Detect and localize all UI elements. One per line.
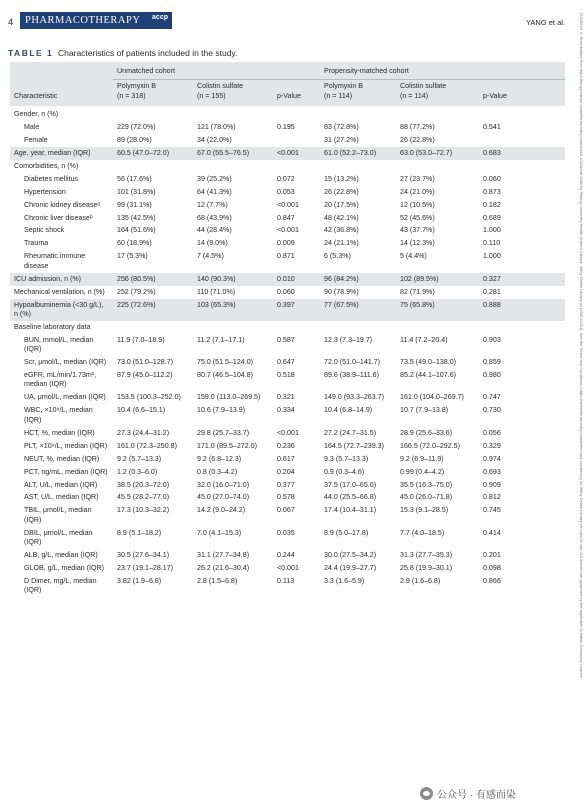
table-title: Characteristics of patients included in the study. — [58, 48, 238, 58]
row-label: BUN, mmol/L, median (IQR) — [24, 335, 94, 354]
table-cell: 27 (23.7%) — [400, 174, 435, 183]
table-cell: 8.9 (5.1–18.2) — [117, 528, 162, 537]
table-cell: 3.82 (1.9–6.8) — [117, 576, 162, 585]
table-cell: 31 (27.2%) — [324, 135, 359, 144]
table-cell: 161.0 (104.0–269.7) — [400, 393, 464, 402]
table-cell: 6 (5.3%) — [324, 252, 351, 261]
table-cell: 0.056 — [483, 428, 501, 437]
row-label: eGFR, mL/min/1.73m², median (IQR) — [24, 371, 97, 389]
wechat-logo-icon — [420, 787, 433, 800]
table-cell: 30.0 (27.5–34.2) — [324, 551, 377, 560]
row-label: Scr, μmol/L, median (IQR) — [24, 358, 107, 367]
row-label: TBIL, μmol/L, median (IQR) — [24, 506, 92, 524]
table-cell: 27.3 (24.4–31.2) — [117, 428, 170, 437]
table-cell: 96 (84.2%) — [320, 273, 396, 286]
table-cell: 0.8 (0.3–4.2) — [197, 467, 238, 476]
table-cell: 0.909 — [483, 480, 501, 489]
row-label: Rheumatic immune disease — [24, 252, 86, 270]
table-row — [10, 186, 565, 199]
table-cell: 0.182 — [483, 200, 501, 209]
colistin-unmatched-header: Colistin sulfate (n = 155) — [193, 80, 273, 106]
table-cell — [479, 106, 565, 121]
table-cell: 7 (4.5%) — [197, 252, 224, 261]
table-cell: 0.414 — [483, 528, 501, 537]
polymyxin-unmatched-header: Polymyxin B (n = 318) — [113, 80, 193, 106]
table-cell: 83 (72.8%) — [324, 122, 359, 131]
table-cell: 225 (72.6%) — [113, 299, 193, 321]
table-cell: 89.6 (38.9–111.6) — [324, 371, 379, 380]
table-cell: 10.4 (6.6–15.1) — [117, 406, 166, 415]
table-cell: 0.334 — [277, 406, 295, 415]
matched-cohort-header: Propensity-matched cohort — [320, 62, 565, 80]
row-label: Female — [24, 135, 48, 144]
row-label: Diabetes mellitus — [24, 174, 79, 183]
table-cell: 52 (45.6%) — [400, 213, 435, 222]
table-row — [10, 199, 565, 212]
table-cell: 10.4 (6.8–14.9) — [324, 406, 373, 415]
table-cell: 26 (22.8%) — [324, 187, 359, 196]
table-cell: 1.000 — [483, 252, 501, 261]
table-row — [10, 392, 565, 405]
row-label: NEUT, %, median (IQR) — [24, 454, 100, 463]
table-cell: 0.053 — [277, 187, 295, 196]
table-cell: 0.578 — [277, 493, 295, 502]
table-cell: 17 (5.3%) — [117, 252, 148, 261]
table-cell: 67.0 (55.5–76.5) — [193, 147, 273, 160]
table-cell: 45.0 (27.0–74.0) — [197, 493, 250, 502]
table-row — [10, 251, 565, 273]
row-label: ICU admission, n (%) — [10, 273, 113, 286]
table-row — [10, 405, 565, 427]
table-cell: 0.587 — [277, 335, 295, 344]
table-head — [10, 62, 565, 106]
table-cell: 0.113 — [277, 576, 295, 585]
table-cell — [113, 321, 193, 334]
table-cell: 15.3 (9.1–28.5) — [400, 506, 449, 515]
table-cell: 43 (37.7%) — [400, 226, 435, 235]
table-row — [10, 575, 565, 597]
table-cell: 24 (21.1%) — [324, 239, 359, 248]
characteristic-header: Characteristic — [10, 80, 113, 106]
table-cell: 56 (17.6%) — [117, 174, 152, 183]
row-label: Comorbidities, n (%) — [14, 161, 79, 170]
table-cell: 149.0 (93.3–263.7) — [324, 393, 384, 402]
table-row — [10, 321, 565, 334]
table-cell: 25.8 (19.9–30.1) — [400, 563, 453, 572]
row-label: ALB, g/L, median (IQR) — [24, 551, 98, 560]
table-cell: 75.0 (51.5–124.0) — [197, 358, 254, 367]
table-row — [10, 225, 565, 238]
table-cell: 14.2 (9.0–24.2) — [197, 506, 246, 515]
table-cell — [113, 106, 193, 121]
table-cell: 0.204 — [277, 467, 295, 476]
table-cell: <0.001 — [277, 200, 299, 209]
table-cell: 10.6 (7.9–13.9) — [197, 406, 246, 415]
row-label: Male — [24, 122, 40, 131]
table-cell: 89 (28.0%) — [117, 135, 152, 144]
table-cell: 90 (78.9%) — [324, 287, 359, 296]
table-row — [10, 160, 565, 173]
table-row — [10, 492, 565, 505]
table-cell: 39 (25.2%) — [197, 174, 232, 183]
table-cell: 0.281 — [483, 287, 501, 296]
table-cell: 48 (42.1%) — [324, 213, 359, 222]
table-row — [10, 238, 565, 251]
table-cell: <0.001 — [277, 428, 299, 437]
table-cell: <0.001 — [273, 147, 320, 160]
table-cell — [193, 106, 273, 121]
table-cell: 0.321 — [277, 393, 295, 402]
table-row — [10, 453, 565, 466]
table-cell: 61.0 (52.2–73.0) — [320, 147, 396, 160]
table-cell: 0.244 — [277, 551, 295, 560]
table-cell: 24 (21.0%) — [400, 187, 435, 196]
table-cell: 0.847 — [277, 213, 295, 222]
row-label: Chronic kidney diseaseᵃ — [24, 200, 100, 209]
table-cell: 0.812 — [483, 493, 501, 502]
row-label: Baseline laboratory data — [14, 322, 91, 331]
table-cell: 31.3 (27.7–35.3) — [400, 551, 453, 560]
table-cell: 164 (51.6%) — [117, 226, 156, 235]
table-cell: 2.8 (1.5–6.8) — [197, 576, 238, 585]
table-cell: 77 (67.5%) — [320, 299, 396, 321]
table-cell: 0.195 — [277, 122, 295, 131]
polymyxin-matched-header: Polymyxin B (n = 114) — [320, 80, 396, 106]
table-cell: 45.0 (26.0–71.8) — [400, 493, 453, 502]
table-cell — [479, 160, 565, 173]
row-label: WBC, ×10⁹/L, median (IQR) — [24, 406, 93, 424]
row-label: GLOB, g/L, median (IQR) — [24, 563, 105, 572]
table-cell — [273, 134, 320, 147]
table-cell: 1.2 (0.3–6.0) — [117, 467, 158, 476]
row-label: AST, U/L, median (IQR) — [24, 493, 99, 502]
table-cell: 0.110 — [483, 239, 501, 248]
table-cell: 99 (31.1%) — [117, 200, 152, 209]
table-cell: 85.2 (44.1–107.6) — [400, 371, 457, 380]
table-cell: 9.2 (5.7–13.3) — [117, 454, 162, 463]
table-cell: 153.5 (100.3–252.0) — [117, 393, 181, 402]
table-cell: 32.0 (16.0–71.0) — [197, 480, 250, 489]
table-cell: 0.329 — [483, 441, 501, 450]
table-row — [10, 549, 565, 562]
table-cell: 0.873 — [483, 187, 501, 196]
table-cell: 101 (31.8%) — [117, 187, 156, 196]
table-cell: 29.8 (25.7–33.7) — [197, 428, 250, 437]
watermark-text: 公众号 · 有感而染 — [437, 790, 516, 801]
row-label: ALT, U/L, median (IQR) — [24, 480, 98, 489]
table-cell: 0.980 — [483, 371, 501, 380]
table-cell: 0.747 — [483, 393, 501, 402]
table-cell: 161.0 (72.3–250.8) — [117, 441, 177, 450]
table-cell: <0.001 — [277, 226, 299, 235]
table-cell: 14 (12.3%) — [400, 239, 435, 248]
journal-banner — [20, 12, 172, 29]
table-cell: 11.9 (7.0–18.9) — [117, 335, 165, 344]
table-cell: 37.5 (17.0–65.0) — [324, 480, 377, 489]
table-row — [10, 173, 565, 186]
table-cell: 60 (18.9%) — [117, 239, 152, 248]
table-cell: 80.7 (46.5–104.8) — [197, 371, 254, 380]
table-cell: 7.0 (4.1–15.3) — [197, 528, 242, 537]
table-cell — [396, 321, 479, 334]
table-row — [10, 106, 565, 121]
table-cell: 159.0 (113.0–269.5) — [197, 393, 261, 402]
table-row — [10, 286, 565, 299]
table-cell: 20 (17.5%) — [324, 200, 359, 209]
download-notice-text: 15206915, 0, Downloaded from https://accpjournals.onlinelibrary.wiley.com/doi/10.1002/phar.4480 by Peking University Health Science Library, Wiley Online Library on [25/07/2024]. See the Terms and Conditions (https://onlinelibrary.wiley.com/terms-and-conditions) on Wiley Online Library for rules of use; OA articles are governed by the applicable Creative Commons License — [579, 12, 584, 678]
table-cell: 24.4 (19.9–27.7) — [324, 563, 377, 572]
table-cell: 0.974 — [483, 454, 501, 463]
table-cell: 87.9 (45.0–112.2) — [117, 371, 173, 380]
table-cell: 0.377 — [277, 480, 295, 489]
table-cell: 0.871 — [277, 252, 295, 261]
table-cell: 31.1 (27.7–34.8) — [197, 551, 250, 560]
table-row — [10, 440, 565, 453]
table-cell: 26.2 (21.6–30.4) — [197, 563, 250, 572]
table-cell: 35.5 (16.3–75.0) — [400, 480, 453, 489]
table-cell: 26 (22.8%) — [400, 135, 435, 144]
table-cell — [113, 160, 193, 173]
colistin-matched-header: Colistin sulfate (n = 114) — [396, 80, 479, 106]
table-cell: 121 (78.0%) — [197, 122, 236, 131]
table-cell: 23.7 (19.1–28.17) — [117, 563, 174, 572]
table-cell: 75 (65.8%) — [396, 299, 479, 321]
table-cell: 73.0 (51.0–128.7) — [117, 358, 174, 367]
table-cell — [479, 321, 565, 334]
table-cell — [273, 160, 320, 173]
table-cell: 27.2 (24.7–31.5) — [324, 428, 377, 437]
table-cell: 12 (7.7%) — [197, 200, 228, 209]
table-body — [10, 106, 565, 598]
row-label: DBIL, μmol/L, median (IQR) — [24, 528, 93, 547]
table-cell: 44 (28.4%) — [197, 226, 232, 235]
row-label: Age, year, median (IQR) — [10, 147, 113, 160]
table-cell — [396, 160, 479, 173]
table-cell: 0.541 — [483, 122, 501, 131]
table-row — [10, 299, 565, 321]
unmatched-cohort-header: Unmatched cohort — [113, 62, 320, 80]
table-label: TABLE 1 — [8, 48, 54, 58]
row-label: Septic shock — [24, 226, 65, 235]
page-number: 4 — [8, 17, 14, 27]
table-cell: 110 (71.0%) — [197, 287, 236, 296]
table-cell — [193, 160, 273, 173]
table-cell: 0.647 — [277, 358, 295, 367]
table-cell — [320, 106, 396, 121]
table-cell: 68 (43.9%) — [197, 213, 232, 222]
table-row — [10, 505, 565, 527]
row-label: PCT, ng/mL, median (IQR) — [24, 467, 108, 476]
table-cell: 0.072 — [277, 174, 295, 183]
table-cell — [273, 321, 320, 334]
table-cell: 252 (79.2%) — [117, 287, 156, 296]
table-cell: 0.859 — [483, 358, 501, 367]
table-cell: 88 (77.2%) — [400, 122, 435, 131]
table-cell: 1.000 — [483, 226, 501, 235]
table-cell: 135 (42.5%) — [117, 213, 156, 222]
accp-logo: accp — [152, 14, 168, 21]
table-cell: 166.5 (72.0–292.5) — [400, 441, 460, 450]
table-cell: 0.730 — [483, 406, 501, 415]
row-label: HCT, %, median (IQR) — [24, 428, 95, 437]
table-cell: 82 (71.9%) — [400, 287, 435, 296]
row-label: Trauma — [24, 239, 49, 248]
table-cell: 0.098 — [483, 563, 501, 572]
table-cell: 140 (90.3%) — [193, 273, 273, 286]
table-cell: 30.5 (27.6–34.1) — [117, 551, 170, 560]
table-cell: 0.518 — [277, 371, 295, 380]
table-cell: 229 (72.0%) — [117, 122, 156, 131]
table-cell — [193, 321, 273, 334]
row-label: Gender, n (%) — [14, 109, 59, 118]
table-cell: 0.888 — [479, 299, 565, 321]
table-row — [10, 212, 565, 225]
table-cell: 60.5 (47.0–72.0) — [113, 147, 193, 160]
table-row — [10, 466, 565, 479]
table-row — [10, 134, 565, 147]
row-label: UA, μmol/L, median (IQR) — [24, 393, 106, 402]
row-label: Chronic liver diseaseᵇ — [24, 213, 93, 222]
table-row — [10, 121, 565, 134]
group-header-row — [10, 62, 565, 80]
table-cell: 7.7 (4.0–18.5) — [400, 528, 445, 537]
table-cell: 164.5 (72.7–239.3) — [324, 441, 384, 450]
table-row — [10, 479, 565, 492]
table-cell: 0.009 — [277, 239, 295, 248]
table-cell: 14 (9.0%) — [197, 239, 228, 248]
column-header-row — [10, 80, 565, 106]
table-cell: 34 (22.0%) — [197, 135, 232, 144]
table-cell: 17.4 (10.4–31.1) — [324, 506, 377, 515]
table-cell: 3.3 (1.6–5.9) — [324, 576, 365, 585]
wechat-watermark — [420, 786, 516, 801]
table-cell — [273, 106, 320, 121]
table-cell: 44.0 (25.5–66.8) — [324, 493, 377, 502]
table-cell: 0.327 — [479, 273, 565, 286]
row-label: D Dimer, mg/L, median (IQR) — [24, 576, 97, 595]
pvalue-unmatched-header: p-Value — [273, 80, 320, 106]
table-cell: <0.001 — [277, 563, 299, 572]
table-cell: 9.2 (6.9–11.9) — [400, 454, 444, 463]
table-cell: 63.0 (53.0–72.7) — [396, 147, 479, 160]
characteristics-table-container — [10, 62, 565, 597]
table-cell: 0.745 — [483, 506, 501, 515]
table-cell: 171.0 (89.5–272.0) — [197, 441, 257, 450]
table-cell: 12.3 (7.3–19.7) — [324, 335, 373, 344]
row-label: PLT, ×10⁹/L, median (IQR) — [24, 441, 108, 450]
table-cell: 0.201 — [483, 551, 501, 560]
table-cell: 11.2 (7.1–17.1) — [197, 335, 245, 344]
table-cell: 11.4 (7.2–20.4) — [400, 335, 448, 344]
row-label: Mechanical ventilation, n (%) — [14, 287, 105, 296]
row-label: Hypertension — [24, 187, 66, 196]
table-cell: 0.035 — [277, 528, 295, 537]
table-cell: 0.236 — [277, 441, 295, 450]
table-cell: 0.903 — [483, 335, 501, 344]
table-row — [10, 427, 565, 440]
table-row — [10, 147, 565, 160]
table-cell — [479, 134, 565, 147]
journal-name: PHARMACOTHERAPY — [25, 15, 141, 26]
table-cell: 102 (89.5%) — [396, 273, 479, 286]
table-cell: 8.9 (5.0–17.8) — [324, 528, 369, 537]
table-cell: 0.99 (0.4–4.2) — [400, 467, 445, 476]
table-cell: 12 (10.5%) — [400, 200, 435, 209]
table-row — [10, 369, 565, 391]
table-caption — [8, 48, 237, 58]
table-cell: 0.060 — [277, 287, 295, 296]
table-cell: 256 (80.5%) — [113, 273, 193, 286]
table-cell: 0.683 — [479, 147, 565, 160]
table-cell — [320, 160, 396, 173]
table-cell: 38.5 (20.3–72.0) — [117, 480, 170, 489]
table-cell: 42 (36.8%) — [324, 226, 359, 235]
row-label: Hypoalbuminemia (<30 g/L), n (%) — [10, 299, 113, 321]
table-cell: 0.010 — [273, 273, 320, 286]
table-cell: 0.866 — [483, 576, 501, 585]
table-cell: 0.060 — [483, 174, 501, 183]
table-cell: 45.5 (28.2–77.0) — [117, 493, 170, 502]
table-cell: 0.693 — [483, 467, 501, 476]
table-cell: 10.7 (7.9–13.8) — [400, 406, 449, 415]
table-row — [10, 562, 565, 575]
download-notice — [578, 12, 584, 802]
pvalue-matched-header: p-Value — [479, 80, 565, 106]
table-cell: 0.067 — [277, 506, 295, 515]
table-cell: 0.617 — [277, 454, 295, 463]
table-cell: 28.9 (25.6–33.6) — [400, 428, 453, 437]
table-row — [10, 273, 565, 286]
table-cell: 0.9 (0.3–4.6) — [324, 467, 365, 476]
table-cell: 73.5 (49.0–138.0) — [400, 358, 457, 367]
table-cell: 72.0 (51.0–141.7) — [324, 358, 381, 367]
table-cell: 0.397 — [273, 299, 320, 321]
characteristics-table — [10, 62, 565, 597]
table-cell: 5 (4.4%) — [400, 252, 427, 261]
table-cell — [396, 106, 479, 121]
table-cell: 0.689 — [483, 213, 501, 222]
table-cell — [320, 321, 396, 334]
table-row — [10, 334, 565, 356]
table-cell: 64 (41.3%) — [197, 187, 232, 196]
table-row — [10, 356, 565, 369]
table-cell: 9.2 (6.8–12.3) — [197, 454, 242, 463]
table-row — [10, 527, 565, 549]
table-cell: 15 (13.2%) — [324, 174, 359, 183]
table-cell: 17.3 (10.3–32.2) — [117, 506, 170, 515]
running-head: YANG et al. — [525, 18, 565, 27]
table-cell: 9.3 (5.7–13.3) — [324, 454, 369, 463]
table-cell: 2.9 (1.6–6.8) — [400, 576, 441, 585]
table-cell: 103 (65.3%) — [193, 299, 273, 321]
